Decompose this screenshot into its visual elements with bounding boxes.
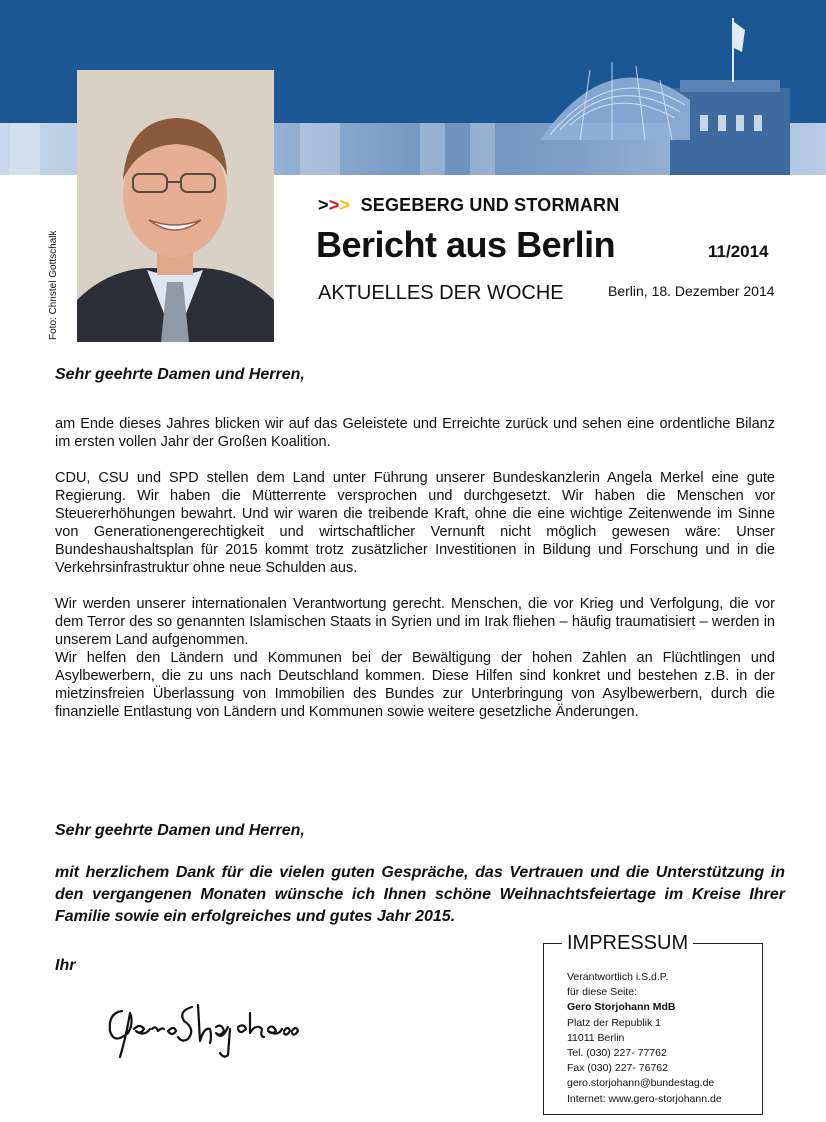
impressum-line: 11011 Berlin — [567, 1031, 625, 1044]
paragraph-1: am Ende dieses Jahres blicken wir auf das Geleistete und Erreichte zurück und sehen eine ordentliche Bilanz im ersten vollen Jahr der Großen Koalition. — [55, 416, 775, 450]
salutation-2: Sehr geehrte Damen und Herren, — [55, 822, 305, 839]
impressum-name: Gero Storjohann MdB — [567, 1001, 676, 1014]
impressum-line: für diese Seite: — [567, 986, 638, 999]
impressum-phone: Tel. (030) 227- 77762 — [567, 1047, 667, 1060]
impressum-line: Platz der Republik 1 — [567, 1016, 661, 1029]
letter-date: Berlin, 18. Dezember 2014 — [608, 283, 775, 299]
closing-paragraph: mit herzlichem Dank für die vielen guten Gespräche, das Vertrauen und die Unterstützung in den vergangenen Monaten wünsche ich Ihnen schöne Weihnachtsfeiertage im Kreise Ihrer Familie sowie ein erfolgreiches und gutes Jahr 2015. — [55, 864, 785, 925]
kicker-arrow-3: > — [339, 195, 351, 215]
impressum-fax: Fax (030) 227- 76762 — [567, 1062, 668, 1075]
impressum-line: Verantwortlich i.S.d.P. — [567, 971, 669, 983]
impressum-details — [567, 970, 722, 1107]
kicker — [318, 195, 619, 216]
paragraph-3: Wir werden unserer internationalen Verantwortung gerecht. Menschen, die vor Krieg und Verfolgung, die vor dem Terror des so genannten Islamischen Staats in Syrien und im Irak fliehen – häufig traumatisiert – werden in unserem Land aufgenommen. — [55, 596, 775, 648]
issue-number: 11/2014 — [708, 242, 769, 261]
kicker-text: SEGEBERG UND STORMARN — [360, 195, 620, 215]
sign-off: Ihr — [55, 957, 76, 974]
paragraph-4: Wir helfen den Ländern und Kommunen bei der Bewältigung der hohen Zahlen an Flüchtlingen und Asylbewerbern, die zu uns nach Deutschland kommen. Diese Hilfen sind konkret und bestehen z.B. in der mietzinsfreien Überlassung von Immobilien des Bundes zur Unterbringung von Asylbewerbern, durch die finanzielle Entlastung von Ländern und Kommunen sowie weitere gesetzliche Änderungen. — [55, 650, 775, 720]
newsletter-title: Bericht aus Berlin — [316, 224, 616, 265]
portrait-photo — [77, 70, 274, 342]
newsletter-subtitle: AKTUELLES DER WOCHE — [318, 282, 564, 304]
kicker-arrow-1: > — [318, 195, 329, 215]
impressum-title: IMPRESSUM — [562, 932, 693, 955]
impressum-email: gero.storjohann@bundestag.de — [567, 1077, 715, 1090]
letter-body — [55, 415, 775, 739]
kicker-arrow-2: > — [328, 195, 340, 215]
photo-credit: Foto: Christel Gottschalk — [48, 230, 59, 340]
impressum-website: Internet: www.gero-storjohann.de — [567, 1092, 722, 1105]
handwritten-signature — [100, 993, 300, 1063]
paragraph-2: CDU, CSU und SPD stellen dem Land unter Führung unserer Bundeskanzlerin Angela Merkel eine gute Regierung. Wir haben die Mütterrente versprochen und durchgesetzt. Wir haben die Menschen vor Steuererhöhungen bewahrt. Und wir waren die treibende Kraft, ohne die eine wichtige Zeitenwende im Sinne von Generationengerechtigkeit und wirtschaftlicher Vernunft nicht möglich gewesen wäre: Unser Bundeshaushaltsplan für 2015 kommt trotz zusätzlicher Investitionen in Bildung und Forschung und in die Verkehrsinfrastruktur ohne neue Schulden aus. — [55, 470, 775, 576]
salutation: Sehr geehrte Damen und Herren, — [55, 366, 305, 383]
